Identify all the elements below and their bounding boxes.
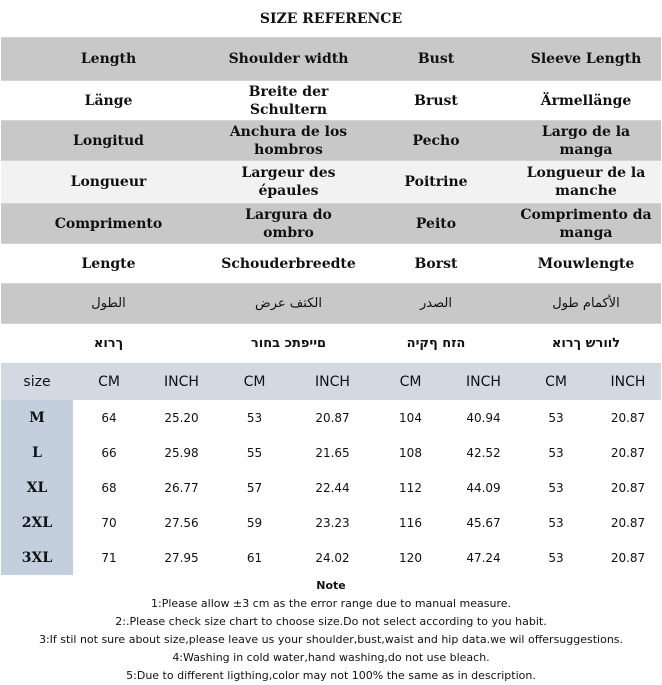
measurement-cell: 44.09 — [466, 480, 501, 495]
measurement-cell: 20.87 — [610, 480, 646, 495]
measurement-cell: 20.87 — [610, 515, 646, 530]
unit-header: CM — [98, 374, 120, 390]
translation-cell: الكتف عرض — [255, 295, 322, 311]
unit-header: CM — [545, 374, 567, 390]
translation-cell: Comprimento — [54, 215, 163, 232]
translation-cell: Longitud — [73, 132, 144, 149]
measurement-cell: 64 — [101, 410, 117, 425]
measurement-cell: 53 — [548, 410, 564, 425]
size-label: 2XL — [1, 505, 73, 540]
size-label: XL — [1, 470, 73, 505]
unit-header: INCH — [466, 374, 501, 390]
note-line: 2:.Please check size chart to choose size.Do not select according to you habit. — [115, 615, 547, 628]
translation-cell: الصدر — [420, 295, 452, 311]
table-row — [1, 400, 661, 435]
translation-cell: Mouwlengte — [537, 255, 635, 272]
translation-cell: Schouderbreedte — [221, 255, 356, 272]
measurement-cell: 53 — [548, 445, 564, 460]
measurement-cell: 20.87 — [610, 445, 646, 460]
measurement-cell: 68 — [101, 480, 117, 495]
table-row — [1, 505, 661, 540]
translation-cell: ךרוא — [93, 335, 124, 351]
translation-cell: Anchura de los hombros — [229, 123, 348, 158]
translation-cell: Shoulder width — [228, 51, 349, 67]
translation-cell: Largo de la manga — [541, 123, 631, 158]
translation-cell: Lengte — [81, 255, 136, 272]
translation-cell: Brust — [414, 92, 458, 109]
translation-cell: Largeur des épaules — [241, 165, 336, 199]
note-line: 4:Washing in cold water,hand washing,do not use bleach. — [172, 651, 490, 664]
translation-cell: הזח ףקיה — [406, 335, 466, 351]
measurement-cell: 26.77 — [164, 480, 199, 495]
translation-row-german — [1, 81, 661, 121]
measurement-cell: 27.95 — [164, 550, 199, 565]
measurement-cell: 61 — [246, 550, 263, 565]
note-line: 5:Due to different ligthing,color may not 100% the same as in description. — [126, 669, 536, 682]
translation-cell: Longueur de la manche — [526, 165, 646, 199]
measurement-cell: 47.24 — [466, 550, 501, 565]
translation-cell: Poitrine — [404, 174, 468, 190]
measurement-cell: 23.23 — [315, 515, 350, 530]
measurement-cell: 108 — [399, 445, 422, 460]
unit-header: CM — [399, 374, 422, 390]
note-line: 1:Please allow ±3 cm as the error range due to manual measure. — [151, 597, 511, 610]
measurement-cell: 112 — [399, 480, 422, 495]
translation-cell: Borst — [414, 255, 458, 272]
measurement-cell: 42.52 — [466, 445, 501, 460]
measurement-cell: 53 — [246, 410, 263, 425]
measurement-cell: 70 — [101, 515, 117, 530]
measurement-cell: 66 — [101, 445, 117, 460]
translation-cell: Pecho — [412, 132, 460, 149]
measurement-cell: 20.87 — [315, 410, 350, 425]
translation-cell: الطول — [91, 295, 126, 311]
page-title: SIZE REFERENCE — [1, 0, 661, 38]
translation-cell: Peito — [415, 215, 457, 232]
measurement-cell: 55 — [246, 445, 263, 460]
notes-section — [1, 575, 661, 685]
translation-row-english — [1, 38, 661, 81]
translation-cell: Length — [80, 51, 137, 67]
measurement-cell: 24.02 — [315, 550, 350, 565]
size-label: 3XL — [1, 540, 73, 575]
translation-row-dutch — [1, 244, 661, 284]
translation-cell: Bust — [417, 51, 455, 67]
measurement-cell: 21.65 — [315, 445, 350, 460]
translation-row-hebrew — [1, 324, 661, 364]
measurement-cell: 104 — [399, 410, 422, 425]
translation-cell: Ärmellänge — [540, 92, 632, 109]
translation-cell: Largura do ombro — [245, 206, 332, 241]
note-line: 3:If stil not sure about size,please leave us your shoulder,bust,waist and hip data.we wil offersuggestions. — [38, 633, 624, 646]
measurement-cell: 53 — [548, 480, 564, 495]
table-row — [1, 435, 661, 470]
measurement-cell: 53 — [548, 550, 564, 565]
translation-row-portuguese — [1, 204, 661, 244]
measurement-cell: 116 — [399, 515, 422, 530]
measurement-cell: 120 — [399, 550, 422, 565]
measurement-cell: 25.20 — [164, 410, 199, 425]
measurement-cell: 57 — [246, 480, 263, 495]
measurement-cell: 27.56 — [164, 515, 199, 530]
translation-cell: םייפתכ בחור — [250, 335, 327, 351]
table-row — [1, 470, 661, 505]
size-data-table — [1, 400, 661, 575]
size-reference-sheet — [1, 0, 661, 685]
measurement-cell: 53 — [548, 515, 564, 530]
unit-header: CM — [243, 374, 266, 390]
notes-title: Note — [316, 579, 346, 592]
translation-cell: Longueur — [70, 174, 147, 190]
measurement-cell: 45.67 — [466, 515, 501, 530]
translation-cell: לוורש ךרוא — [551, 335, 621, 351]
translation-row-arabic — [1, 284, 661, 324]
units-header-row — [1, 364, 661, 400]
size-column-header: size — [23, 374, 51, 390]
size-label: M — [1, 400, 73, 435]
measurement-cell: 59 — [246, 515, 263, 530]
translation-cell: Breite der Schultern — [248, 83, 329, 118]
translation-cell: الأكمام طول — [552, 295, 620, 311]
translation-row-french — [1, 161, 661, 204]
measurement-cell: 40.94 — [466, 410, 501, 425]
measurement-cell: 22.44 — [315, 480, 350, 495]
translation-row-spanish — [1, 121, 661, 161]
translation-cell: Comprimento da manga — [520, 206, 652, 241]
measurement-cell: 25.98 — [164, 445, 199, 460]
translation-table — [1, 38, 661, 364]
unit-header: INCH — [164, 374, 199, 390]
measurement-cell: 71 — [101, 550, 117, 565]
measurement-cell: 20.87 — [610, 410, 646, 425]
size-label: L — [1, 435, 73, 470]
unit-header: INCH — [315, 374, 350, 390]
table-row — [1, 540, 661, 575]
measurement-cell: 20.87 — [610, 550, 646, 565]
translation-cell: Länge — [84, 92, 133, 109]
unit-header: INCH — [610, 374, 646, 390]
translation-cell: Sleeve Length — [530, 51, 642, 67]
